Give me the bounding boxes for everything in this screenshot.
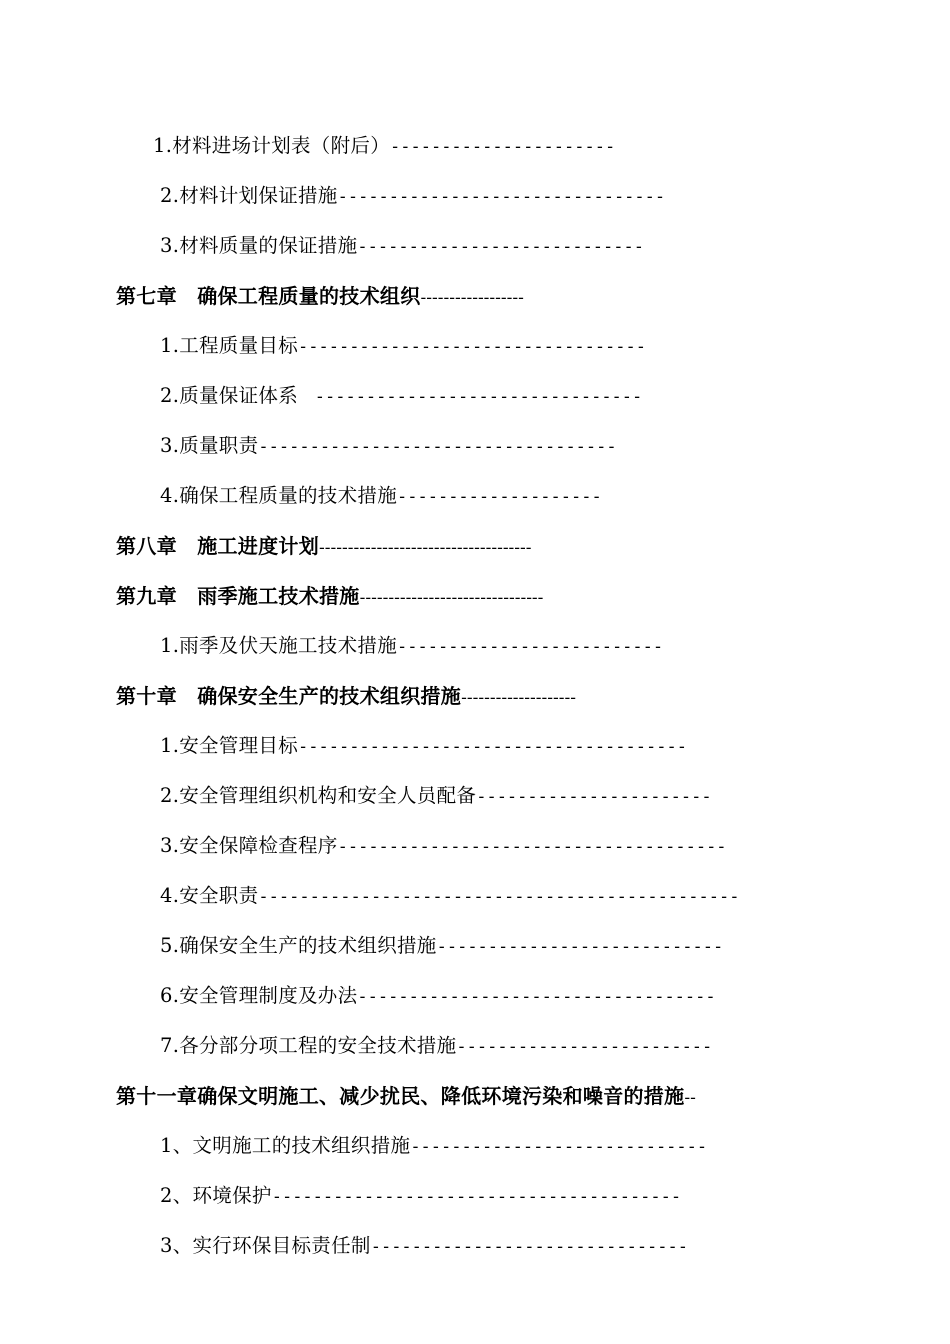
toc-chapter (116, 1083, 696, 1111)
toc-item-title: 2、环境保护 (160, 1184, 272, 1207)
toc-leader: ------------------------------- (370, 1237, 688, 1257)
toc-leader: ---------------------------- (357, 237, 644, 257)
toc-item-title: 3.质量职责 (160, 434, 259, 457)
toc-item-title: 5.确保安全生产的技术组织措施 (160, 934, 437, 957)
toc-item-title: 4.确保工程质量的技术措施 (160, 484, 398, 507)
toc-item-title: 1.雨季及伏天施工技术措施 (160, 634, 398, 657)
toc-item-title: 7.各分部分项工程的安全技术措施 (160, 1034, 457, 1057)
toc-item (160, 483, 602, 510)
toc-leader: -------------------------------- (359, 588, 544, 608)
toc-item-title: 1.工程质量目标 (160, 334, 299, 357)
toc-item (160, 833, 727, 860)
toc-leader: ----------------------------- (410, 1137, 708, 1157)
toc-item (160, 1183, 681, 1210)
toc-leader: ---------------------------- (436, 937, 724, 957)
toc-leader: -------------------- (461, 688, 576, 708)
toc-item (160, 933, 723, 960)
toc-leader: -------------------------------- (337, 187, 666, 207)
toc-item (160, 383, 642, 410)
toc-item (160, 1133, 707, 1160)
toc-item (160, 433, 617, 460)
toc-item-title: 6.安全管理制度及办法 (160, 984, 358, 1007)
toc-item (160, 983, 716, 1010)
toc-leader: -------------------------------- (304, 387, 643, 407)
toc-chapter (116, 583, 543, 611)
toc-leader: ---------------------- (390, 137, 616, 157)
toc-leader: ---------------------------------------- (271, 1187, 682, 1207)
toc-item (160, 733, 687, 760)
toc-leader: ---------------------------------- (298, 337, 647, 357)
toc-item-title: 3.材料质量的保证措施 (160, 234, 358, 257)
toc-leader: -- (684, 1088, 696, 1108)
toc-chapter (116, 533, 532, 561)
toc-item (153, 133, 615, 160)
toc-item (160, 183, 665, 210)
toc-leader: ----------------------------------- (357, 987, 716, 1007)
toc-item (160, 633, 663, 660)
toc-item-title: 2.质量保证体系 (160, 384, 305, 407)
toc-item-title: 4.安全职责 (160, 884, 259, 907)
toc-leader: ----------------------------------- (258, 437, 617, 457)
toc-item-title: 3.安全保障检查程序 (160, 834, 338, 857)
toc-item (160, 1233, 688, 1260)
toc-leader: ----------------------- (476, 787, 712, 807)
toc-chapter-title: 第九章 雨季施工技术措施 (116, 584, 360, 608)
toc-chapter (116, 283, 524, 311)
toc-item (160, 1033, 712, 1060)
toc-item-title: 1.安全管理目标 (160, 734, 299, 757)
toc-leader: -------------------- (397, 487, 602, 507)
toc-item-title: 1、文明施工的技术组织措施 (160, 1134, 411, 1157)
toc-chapter (116, 683, 576, 711)
toc-item-title: 3、实行环保目标责任制 (160, 1234, 371, 1257)
toc-leader: ------------------------- (456, 1037, 713, 1057)
toc-chapter-title: 第八章 施工进度计划 (116, 534, 319, 558)
toc-item (160, 883, 739, 910)
toc-leader: ----------------------------------------------- (258, 887, 740, 907)
toc-chapter-title: 第十一章确保文明施工、减少扰民、降低环境污染和噪音的措施 (116, 1084, 685, 1108)
toc-item (160, 783, 712, 810)
toc-leader: -------------------------- (397, 637, 664, 657)
toc-leader: ------------------ (420, 288, 524, 308)
toc-leader: -------------------------------------- (298, 737, 687, 757)
toc-item-title: 2.安全管理组织机构和安全人员配备 (160, 784, 477, 807)
toc-chapter-title: 第十章 确保安全生产的技术组织措施 (116, 684, 462, 708)
toc-chapter-title: 第七章 确保工程质量的技术组织 (116, 284, 421, 308)
toc-item (160, 233, 644, 260)
toc-leader: -------------------------------------- (337, 837, 727, 857)
toc-leader: ------------------------------------- (319, 538, 532, 558)
toc-item-title: 2.材料计划保证措施 (160, 184, 338, 207)
toc-item-title: 1.材料进场计划表（附后） (153, 134, 391, 157)
toc-item (160, 333, 646, 360)
